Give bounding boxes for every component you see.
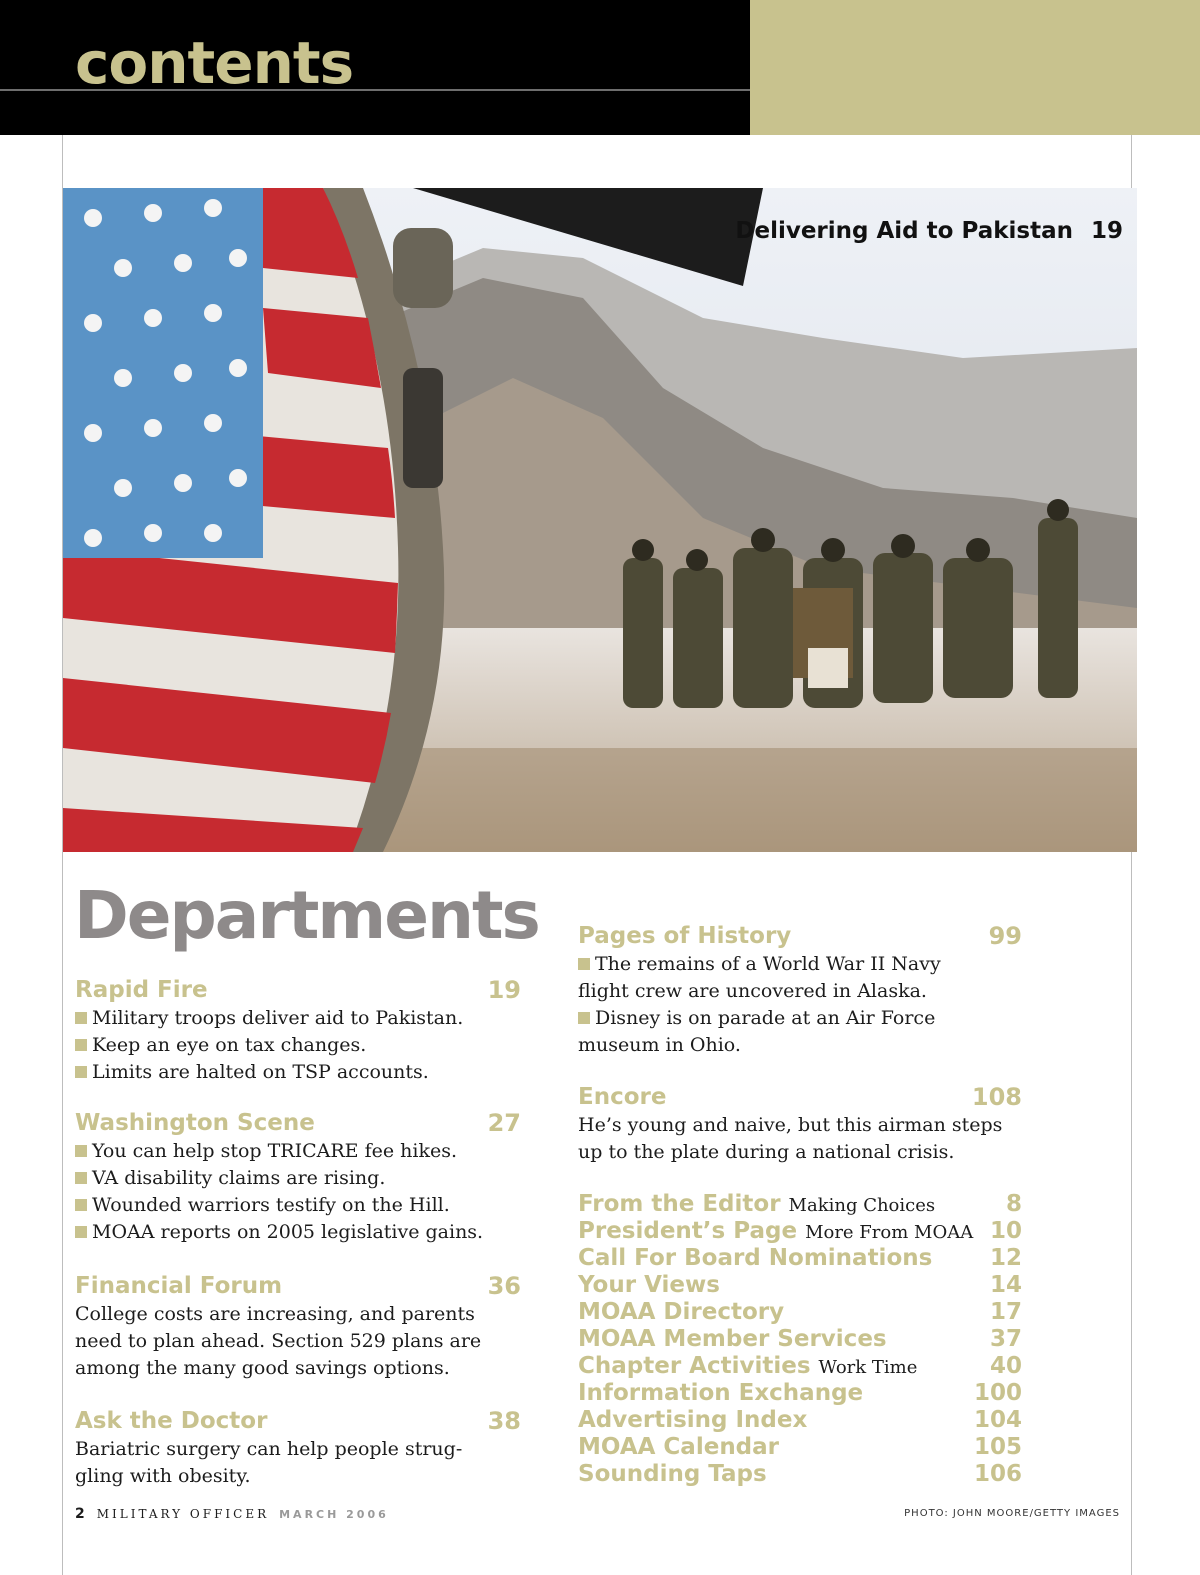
index-page: 40 — [989, 1353, 1022, 1379]
departments-heading: Departments — [74, 877, 539, 954]
list-item — [75, 1138, 521, 1165]
section-page: 36 — [487, 1272, 521, 1300]
index-title: Advertising Index — [578, 1407, 808, 1433]
section-page: 99 — [988, 922, 1022, 950]
feature-photo-illustration — [63, 188, 1137, 852]
list-item — [75, 1192, 521, 1219]
section-title: Encore — [578, 1084, 667, 1110]
list-item-text: Limits are halted on TSP accounts. — [92, 1061, 429, 1083]
list-item-text: Wounded warriors testify on the Hill. — [92, 1194, 450, 1216]
index-page: 105 — [973, 1434, 1022, 1460]
section-text-line: need to plan ahead. Section 529 plans are — [75, 1330, 482, 1352]
bullet-icon — [75, 1172, 87, 1184]
section-financial-forum[interactable] — [75, 1271, 521, 1382]
section-text-line: gling with obesity. — [75, 1465, 251, 1487]
section-text-line: College costs are increasing, and parents — [75, 1303, 475, 1325]
section-title-row — [75, 1271, 521, 1301]
section-title: Washington Scene — [75, 1110, 315, 1136]
section-title-row — [75, 975, 521, 1005]
bullet-icon — [75, 1226, 87, 1238]
section-page: 108 — [971, 1083, 1022, 1111]
page-title: contents — [75, 29, 354, 97]
index-page: 37 — [989, 1326, 1022, 1352]
index-row-information-exchange[interactable] — [578, 1380, 1022, 1407]
index-list — [578, 1191, 1022, 1488]
list-item — [75, 1219, 521, 1246]
index-row-board-nominations[interactable] — [578, 1245, 1022, 1272]
footer-page-number: 2 — [75, 1506, 85, 1522]
section-title-row — [75, 1108, 521, 1138]
index-page: 10 — [989, 1218, 1022, 1244]
bullet-icon — [75, 1145, 87, 1157]
index-row-sounding-taps[interactable] — [578, 1461, 1022, 1488]
list-item-text: You can help stop TRICARE fee hikes. — [92, 1140, 458, 1162]
index-title: MOAA Directory — [578, 1299, 785, 1325]
header-accent-block — [750, 0, 1200, 135]
list-item-text: Disney is on parade at an Air Force — [595, 1007, 936, 1029]
feature-photo[interactable] — [63, 188, 1137, 852]
list-item-text: Keep an eye on tax changes. — [92, 1034, 367, 1056]
index-row-member-services[interactable] — [578, 1326, 1022, 1353]
section-title: Rapid Fire — [75, 977, 208, 1003]
index-title: From the Editor — [578, 1191, 781, 1217]
index-row-presidents-page[interactable] — [578, 1218, 1022, 1245]
section-title: Financial Forum — [75, 1273, 283, 1299]
section-title: Pages of History — [578, 923, 792, 949]
list-item — [75, 1059, 521, 1086]
section-text-line: museum in Ohio. — [578, 1034, 741, 1056]
index-subtitle: Making Choices — [788, 1195, 936, 1216]
footer-magazine-name: MILITARY OFFICER — [96, 1507, 270, 1521]
index-row-from-the-editor[interactable] — [578, 1191, 1022, 1218]
feature-caption-title: Delivering Aid to Pakistan — [735, 218, 1073, 244]
list-item — [75, 1005, 521, 1032]
section-title-row — [578, 921, 1022, 951]
index-page: 106 — [973, 1461, 1022, 1487]
bullet-icon — [75, 1066, 87, 1078]
bullet-icon — [75, 1199, 87, 1211]
list-item — [75, 1032, 521, 1059]
index-title: Call For Board Nominations — [578, 1245, 933, 1271]
list-item — [75, 1165, 521, 1192]
list-item — [578, 1005, 1022, 1032]
section-text-line: up to the plate during a national crisis. — [578, 1141, 955, 1163]
index-subtitle: More From MOAA — [805, 1222, 974, 1243]
section-title-row — [578, 1082, 1022, 1112]
section-text-line: among the many good savings options. — [75, 1357, 450, 1379]
index-page: 12 — [989, 1245, 1022, 1271]
list-item-text: VA disability claims are rising. — [92, 1167, 386, 1189]
bullet-icon — [578, 958, 590, 970]
index-page: 8 — [1005, 1191, 1022, 1217]
index-page: 17 — [989, 1299, 1022, 1325]
index-title: Chapter Activities — [578, 1353, 811, 1379]
index-row-your-views[interactable] — [578, 1272, 1022, 1299]
photo-credit: PHOTO: JOHN MOORE/GETTY IMAGES — [904, 1508, 1120, 1519]
index-title: MOAA Member Services — [578, 1326, 887, 1352]
section-text-line: Bariatric surgery can help people strug- — [75, 1438, 463, 1460]
section-ask-the-doctor[interactable] — [75, 1406, 521, 1490]
bullet-icon — [75, 1039, 87, 1051]
index-page: 14 — [989, 1272, 1022, 1298]
index-title: Information Exchange — [578, 1380, 864, 1406]
list-item-text: MOAA reports on 2005 legislative gains. — [92, 1221, 484, 1243]
index-title: Your Views — [578, 1272, 720, 1298]
section-text-line: flight crew are uncovered in Alaska. — [578, 980, 927, 1002]
footer-folio — [75, 1506, 389, 1522]
list-item-text: Military troops deliver aid to Pakistan. — [92, 1007, 464, 1029]
index-page: 100 — [973, 1380, 1022, 1406]
section-washington-scene[interactable] — [75, 1108, 521, 1246]
index-row-moaa-directory[interactable] — [578, 1299, 1022, 1326]
section-title: Ask the Doctor — [75, 1408, 268, 1434]
list-item — [578, 951, 1022, 978]
section-page: 38 — [487, 1407, 521, 1435]
index-row-advertising-index[interactable] — [578, 1407, 1022, 1434]
section-title-row — [75, 1406, 521, 1436]
feature-caption[interactable] — [735, 218, 1123, 244]
index-title: Sounding Taps — [578, 1461, 767, 1487]
index-row-moaa-calendar[interactable] — [578, 1434, 1022, 1461]
index-page: 104 — [973, 1407, 1022, 1433]
section-page: 19 — [487, 976, 521, 1004]
index-title: President’s Page — [578, 1218, 798, 1244]
bullet-icon — [75, 1012, 87, 1024]
section-pages-of-history[interactable] — [578, 921, 1022, 1059]
index-subtitle: Work Time — [818, 1357, 918, 1378]
section-encore[interactable] — [578, 1082, 1022, 1166]
index-row-chapter-activities[interactable] — [578, 1353, 1022, 1380]
section-page: 27 — [487, 1109, 521, 1137]
list-item-text: The remains of a World War II Navy — [595, 953, 941, 975]
footer-issue-date: MARCH 2006 — [279, 1508, 389, 1521]
index-title: MOAA Calendar — [578, 1434, 780, 1460]
section-text-line: He’s young and naive, but this airman steps — [578, 1114, 1003, 1136]
feature-caption-page: 19 — [1090, 218, 1123, 244]
bullet-icon — [578, 1012, 590, 1024]
section-rapid-fire[interactable] — [75, 975, 521, 1086]
